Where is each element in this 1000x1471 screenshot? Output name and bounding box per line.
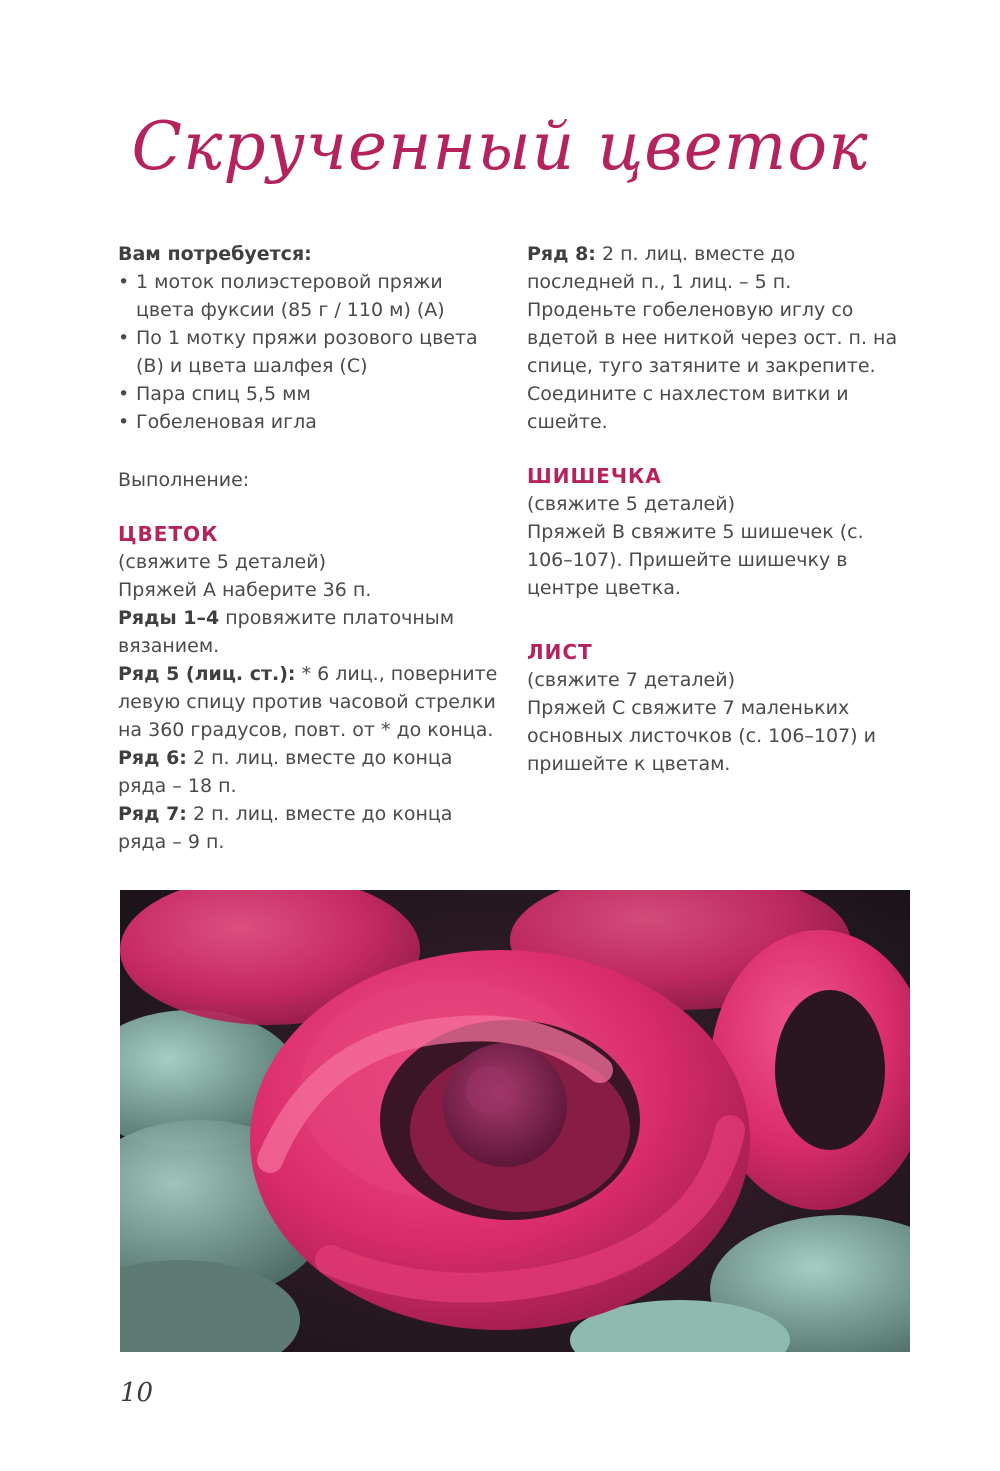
flower-cast-on: Пряжей А наберите 36 п. xyxy=(118,579,372,601)
leaf-text: Пряжей С свяжите 7 маленьких основных листочков (с. 106–107) и пришейте к цветам. xyxy=(527,697,876,775)
materials-item: • 1 моток полиэстеровой пряжи цвета фуксии (85 г / 110 м) (А) xyxy=(118,268,498,324)
row-label: Ряд 6: xyxy=(118,747,187,769)
cone-count: (свяжите 5 деталей) xyxy=(527,493,736,515)
page-title: Скрученный цветок xyxy=(131,108,869,185)
row-label: Ряды 1–4 xyxy=(118,607,220,629)
materials-item: • Гобеленовая игла xyxy=(118,408,498,436)
flower-row xyxy=(118,660,498,744)
flower-heading: ЦВЕТОК xyxy=(118,522,219,546)
page-number: 10 xyxy=(120,1378,154,1408)
materials-heading: Вам потребуется: xyxy=(118,243,312,265)
row-text: * 6 лиц., поверните левую спицу против часовой стрелки на 360 градусов, повт. от * до конца. xyxy=(118,663,498,741)
cone-heading: ШИШЕЧКА xyxy=(527,464,662,488)
leaf-heading: ЛИСТ xyxy=(527,640,593,664)
row-text: 2 п. лиц. вместе до последней п., 1 лиц. – 5 п. xyxy=(527,243,796,293)
materials-item: • Пара спиц 5,5 мм xyxy=(118,380,498,408)
flower-row xyxy=(118,800,498,856)
cone-text: Пряжей В свяжите 5 шишечек (с. 106–107). Пришейте шишечку в центре цветка. xyxy=(527,521,864,599)
row-text: провяжите платочным вязанием. xyxy=(118,607,455,657)
materials-item: • По 1 мотку пряжи розового цвета (В) и цвета шалфея (С) xyxy=(118,324,498,380)
right-column xyxy=(527,240,899,778)
row-label: Ряд 7: xyxy=(118,803,187,825)
flower-row xyxy=(118,744,498,800)
execution-heading: Выполнение: xyxy=(118,469,250,491)
row-label: Ряд 8: xyxy=(527,243,596,265)
row-8 xyxy=(527,240,899,296)
row-label: Ряд 5 (лиц. ст.): xyxy=(118,663,296,685)
leaf-count: (свяжите 7 деталей) xyxy=(527,669,736,691)
flower-row xyxy=(118,604,498,660)
row-text: 2 п. лиц. вместе до конца ряда – 9 п. xyxy=(118,803,453,853)
flower-count: (свяжите 5 деталей) xyxy=(118,551,327,573)
left-column xyxy=(118,240,498,856)
finish-instructions: Проденьте гобеленовую иглу со вдетой в нее ниткой через ост. п. на спице, туго затяните и закрепите. Соедините с нахлестом витки и сшейте. xyxy=(527,299,898,433)
materials-list xyxy=(118,268,498,436)
flower-photo-illustration xyxy=(120,890,910,1352)
row-text: 2 п. лиц. вместе до конца ряда – 18 п. xyxy=(118,747,453,797)
flower-photo xyxy=(120,890,910,1352)
